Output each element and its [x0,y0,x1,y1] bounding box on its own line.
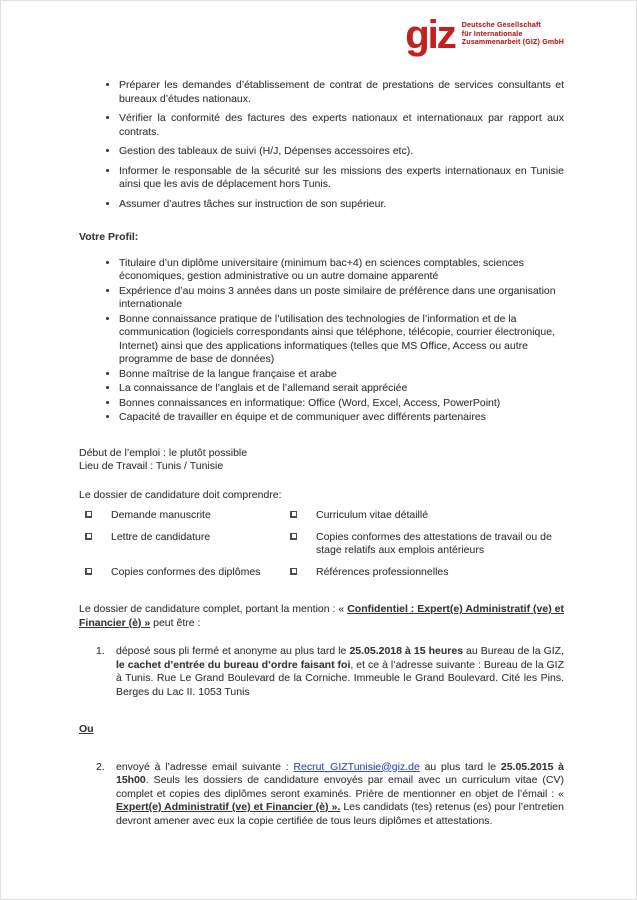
application-option-2 [79,761,564,829]
profile-item: • Bonne connaissance pratique de l’utilisation des technologies de l’information et de la communication (logiciels correspondants ainsi que téléphone, télécopie, courrier électronique, Internet) ainsi que des applications informatiques (telles que MS Office, Access ou autre programme de base de données) [119,313,564,367]
logo-subtitle-line: Deutsche Gesellschaft [461,22,542,30]
ou-separator: Ou [79,723,94,735]
checkbox-icon [85,511,92,518]
option-2-text: envoyé à l’adresse email suivante : Recrut_GIZTunisie@giz.de au plus tard le 25.05.2015 à 15h00. Seuls les dossiers de candidature envoyés par email avec un curriculum vitae (CV) complet et copies des diplômes seront examinés. Prière de mentionner en objet de l’émail : « Expert(e) Administratif (ve) et Financier (è) ». Les candidats (tes) retenus (es) pour l’entretien devront amener avec eux la copie certifiée de tous leurs diplômes et attestations. [116,760,565,827]
giz-logo-subtitle [462,22,564,48]
checklist-item-label: Lettre de candidature [111,530,211,543]
profile-item: • Bonne maîtrise de la langue française et arabe [119,368,564,382]
profile-item: • Bonnes connaissances en informatique: Office (Word, Excel, Access, PowerPoint) [119,397,564,411]
checkbox-icon [85,568,92,575]
profile-heading: Votre Profil: [79,231,139,243]
task-item: • Préparer les demandes d’établissement de contrat de prestations de services consultants et bureaux d’études nationaux. [119,79,564,106]
checklist-item-label: Demande manuscrite [111,509,211,521]
option-number: 1. [96,645,105,657]
work-location-line: Lieu de Travail : Tunis / Tunisie [79,460,224,472]
profile-item: • Capacité de travailler en équipe et de communiquer avec différents partenaires [119,411,564,425]
checklist-item-label: Références professionnelles [316,565,449,578]
profile-item: • Titulaire d’un diplôme universitaire (minimum bac+4) en sciences comptables, sciences économiques, gestion administrative ou un autre domaine apparenté [119,257,564,284]
checkbox-icon [290,511,297,518]
tasks-list [79,79,564,211]
header [79,15,564,55]
task-item: • Gestion des tableaux de suivi (H/J, Dépenses accessoires etc). [119,145,564,159]
checkbox-icon [290,568,297,575]
option-1-text: déposé sous pli fermé et anonyme au plus tard le 25.05.2018 à 15 heures au Bureau de la GIZ, le cachet d’entrée du bureau d’ordre faisant foi, et ce à l’adresse suivante : Bureau de la GIZ à Tunis. Rue Le Grand Boulevard de la Corniche. Immeuble le Grand Boulevard. Cité les Pins. Berges du Lac II. 1053 Tunis [116,645,565,698]
application-option-1 [79,645,564,699]
dossier-intro: Le dossier de candidature doit comprendre: [79,488,282,501]
checkbox-icon [290,533,297,540]
checklist-item-label: Curriculum vitae détaillé [316,509,429,521]
profile-list [79,257,564,425]
start-date-line: Début de l’emploi : le plutôt possible [79,446,248,459]
task-item: • Informer le responsable de la sécurité sur les missions des experts internationaux en Tunisie ainsi que les avis de déplacement hors Tunis. [119,165,564,192]
logo-subtitle-line: für Internationale [461,30,523,38]
checklist-item-label: Copies conformes des attestations de travail ou de stage relatifs aux emplois antérieurs [316,530,552,556]
profile-item: • Expérience d’au moins 3 années dans un poste similaire de préférence dans une organisation internationale [119,285,564,312]
dossier-checklist [79,509,564,579]
checkbox-icon [85,533,92,540]
task-item: • Assumer d’autres tâches sur instruction de son supérieur. [119,198,564,212]
giz-brand-text: giz [405,13,455,57]
task-item: • Vérifier la conformité des factures des experts nationaux et internationaux par rapport aux contrats. [119,112,564,139]
job-details [79,447,564,474]
email-link[interactable]: Recrut_GIZTunisie@giz.de [293,760,420,773]
profile-item: • La connaissance de l’anglais et de l’allemand serait appréciée [119,382,564,396]
option-number: 2. [96,760,105,773]
mention-paragraph: Le dossier de candidature complet, portant la mention : « Confidentiel : Expert(e) Administratif (ve) et Financier (è) » peut être : [79,603,564,629]
giz-logo [405,15,564,55]
logo-subtitle-line: Zusammenarbeit (GIZ) GmbH [461,39,564,47]
checklist-item-label: Copies conformes des diplômes [111,565,261,578]
